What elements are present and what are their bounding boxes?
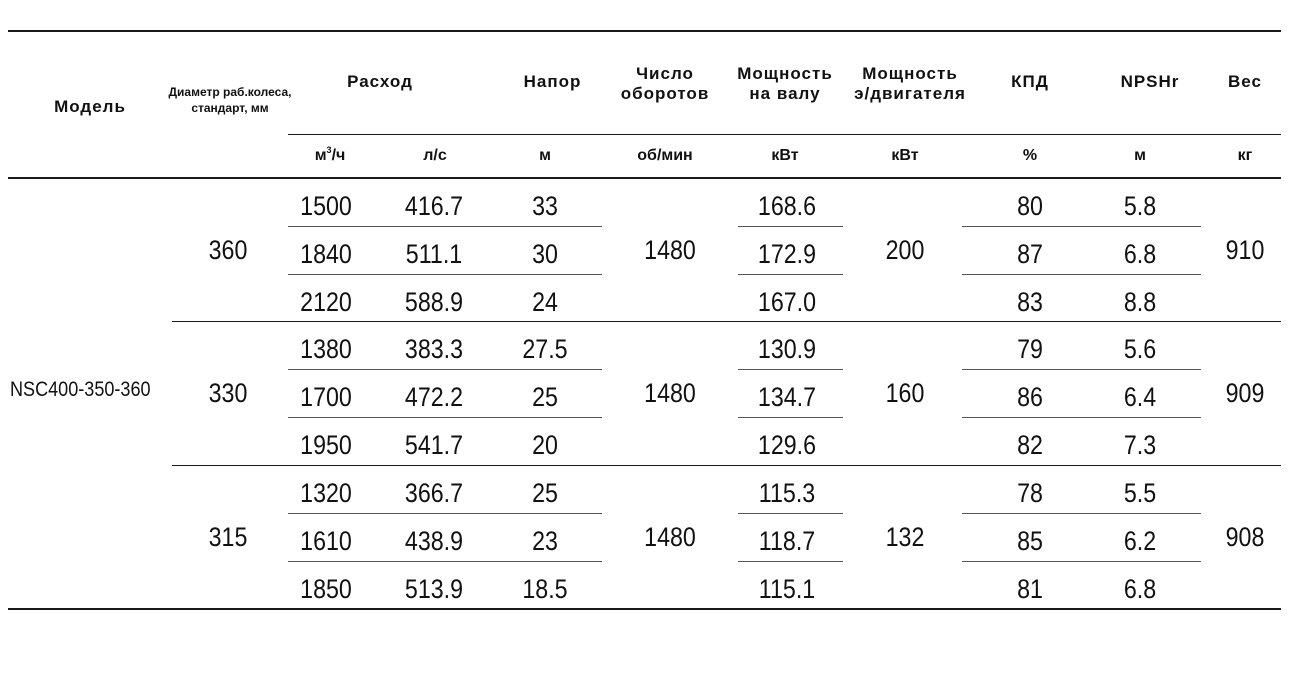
- row-separator: [962, 417, 1201, 418]
- cell-flow-ls: 366.7: [404, 478, 464, 508]
- row-separator: [962, 274, 1201, 275]
- cell-npshr: 6.2: [1123, 526, 1157, 556]
- header-npshr: NPSHr: [1120, 72, 1180, 91]
- cell-diameter: 330: [208, 378, 248, 408]
- cell-weight: 909: [1225, 378, 1265, 408]
- cell-shaft-power: 129.6: [757, 430, 817, 460]
- cell-flow-ls: 438.9: [404, 526, 464, 556]
- cell-shaft-power: 167.0: [757, 287, 817, 317]
- cell-flow-ls: 416.7: [404, 191, 464, 221]
- row-separator: [962, 369, 1201, 370]
- row-separator: [288, 274, 602, 275]
- row-separator: [288, 417, 602, 418]
- row-separator: [738, 226, 843, 227]
- cell-flow-m3h: 1320: [300, 478, 352, 508]
- cell-flow-ls: 511.1: [405, 239, 463, 269]
- cell-head: 23: [532, 526, 558, 556]
- cell-head: 24: [532, 287, 558, 317]
- header-speed-line2: оборотов: [620, 84, 710, 103]
- cell-flow-m3h: 1610: [300, 526, 352, 556]
- row-separator: [288, 513, 602, 514]
- row-separator: [288, 369, 602, 370]
- cell-motor-power: 160: [885, 378, 925, 408]
- cell-flow-ls: 541.7: [404, 430, 464, 460]
- cell-head: 27.5: [522, 334, 568, 364]
- unit-flow-m3h-sup: 3: [326, 145, 332, 155]
- cell-shaft-power: 168.6: [757, 191, 817, 221]
- cell-weight: 908: [1225, 522, 1265, 552]
- header-shaft-power-line1: Мощность: [737, 64, 833, 83]
- header-head: Напор: [523, 72, 582, 91]
- row-separator: [288, 561, 602, 562]
- row-separator: [738, 369, 843, 370]
- cell-npshr: 6.4: [1123, 382, 1157, 412]
- cell-flow-ls: 383.3: [404, 334, 464, 364]
- cell-efficiency: 80: [1017, 191, 1043, 221]
- unit-flow-ls: л/с: [423, 147, 447, 164]
- cell-head: 20: [532, 430, 558, 460]
- header-weight: Вес: [1228, 72, 1262, 91]
- cell-flow-m3h: 1850: [300, 574, 352, 604]
- cell-speed: 1480: [644, 378, 696, 408]
- unit-head: м: [539, 147, 551, 164]
- unit-speed: об/мин: [637, 147, 693, 164]
- cell-head: 25: [532, 382, 558, 412]
- unit-shaft-power: кВт: [771, 147, 799, 164]
- cell-head: 18.5: [522, 574, 568, 604]
- row-separator: [738, 274, 843, 275]
- unit-motor-power: кВт: [891, 147, 919, 164]
- cell-weight: 910: [1225, 235, 1265, 265]
- unit-efficiency: %: [1022, 147, 1038, 164]
- cell-npshr: 5.5: [1123, 478, 1157, 508]
- row-separator: [962, 513, 1201, 514]
- row-separator: [738, 561, 843, 562]
- cell-shaft-power: 130.9: [757, 334, 817, 364]
- header-shaft-power-line2: на валу: [749, 84, 821, 103]
- cell-flow-m3h: 1950: [300, 430, 352, 460]
- cell-shaft-power: 115.1: [758, 574, 816, 604]
- unit-npshr: м: [1134, 147, 1146, 164]
- cell-diameter: 315: [208, 522, 248, 552]
- cell-npshr: 6.8: [1123, 574, 1157, 604]
- cell-npshr: 6.8: [1123, 239, 1157, 269]
- header-motor-power-line1: Мощность: [862, 64, 958, 83]
- cell-flow-m3h: 1380: [300, 334, 352, 364]
- cell-efficiency: 86: [1017, 382, 1043, 412]
- header-motor-power: [845, 64, 975, 104]
- cell-flow-ls: 513.9: [404, 574, 464, 604]
- cell-npshr: 5.6: [1123, 334, 1157, 364]
- row-separator: [962, 226, 1201, 227]
- unit-flow-m3h-tail: /ч: [331, 147, 346, 164]
- row-separator: [738, 417, 843, 418]
- group-divider: [172, 465, 1281, 466]
- cell-efficiency: 81: [1017, 574, 1043, 604]
- header-shaft-power: [725, 64, 845, 104]
- cell-flow-m3h: 1840: [300, 239, 352, 269]
- table-bottom-border: [8, 608, 1281, 610]
- row-separator: [738, 513, 843, 514]
- cell-shaft-power: 118.7: [758, 526, 816, 556]
- header-sub-divider: [288, 134, 1281, 135]
- cell-head: 30: [532, 239, 558, 269]
- header-flow: Расход: [347, 72, 413, 91]
- unit-flow-m3h: [290, 147, 370, 165]
- cell-efficiency: 82: [1017, 430, 1043, 460]
- cell-npshr: 8.8: [1123, 287, 1157, 317]
- cell-flow-m3h: 1700: [300, 382, 352, 412]
- model-name: NSC400-350-360: [10, 378, 151, 401]
- cell-shaft-power: 172.9: [757, 239, 817, 269]
- cell-efficiency: 78: [1017, 478, 1043, 508]
- header-diameter-line1: Диаметр раб.колеса,: [168, 85, 292, 99]
- cell-npshr: 5.8: [1123, 191, 1157, 221]
- header-efficiency: КПД: [1011, 72, 1049, 91]
- cell-motor-power: 200: [885, 235, 925, 265]
- cell-npshr: 7.3: [1123, 430, 1157, 460]
- cell-flow-m3h: 2120: [300, 287, 352, 317]
- unit-weight: кг: [1237, 147, 1253, 164]
- header-diameter: [150, 84, 310, 116]
- header-diameter-line2: стандарт, мм: [191, 101, 269, 115]
- cell-efficiency: 85: [1017, 526, 1043, 556]
- cell-speed: 1480: [644, 235, 696, 265]
- cell-efficiency: 79: [1017, 334, 1043, 364]
- cell-motor-power: 132: [885, 522, 925, 552]
- cell-head: 25: [532, 478, 558, 508]
- header-motor-power-line2: э/двигателя: [854, 84, 966, 103]
- cell-flow-ls: 588.9: [404, 287, 464, 317]
- unit-flow-m3h-base: м: [314, 147, 327, 164]
- row-separator: [288, 226, 602, 227]
- cell-diameter: 360: [208, 235, 248, 265]
- header-speed-line1: Число: [636, 64, 694, 83]
- header-speed: [605, 64, 725, 104]
- cell-shaft-power: 134.7: [757, 382, 817, 412]
- cell-speed: 1480: [644, 522, 696, 552]
- header-bottom-border: [8, 177, 1281, 179]
- cell-efficiency: 83: [1017, 287, 1043, 317]
- table-top-border: [8, 30, 1281, 32]
- group-divider: [172, 321, 1281, 322]
- cell-flow-m3h: 1500: [300, 191, 352, 221]
- cell-shaft-power: 115.3: [758, 478, 816, 508]
- row-separator: [962, 561, 1201, 562]
- header-model: Модель: [54, 97, 126, 116]
- cell-efficiency: 87: [1017, 239, 1043, 269]
- cell-head: 33: [532, 191, 558, 221]
- cell-flow-ls: 472.2: [404, 382, 464, 412]
